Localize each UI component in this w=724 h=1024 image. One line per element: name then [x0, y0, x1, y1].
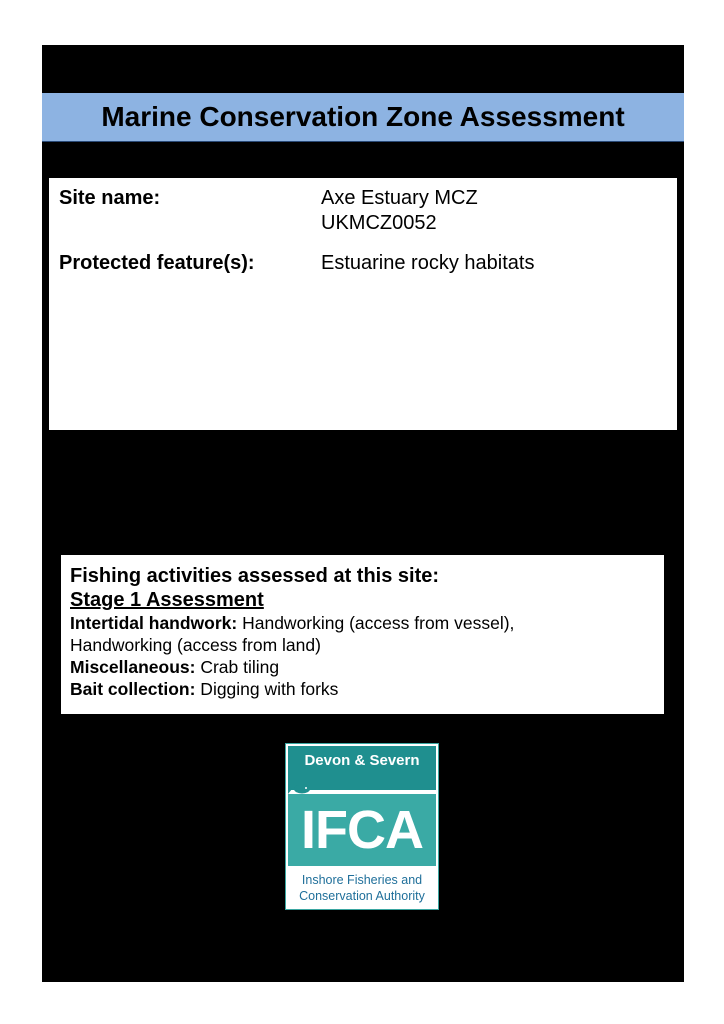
misc-label: Miscellaneous: [70, 657, 196, 677]
intertidal-value: Handworking (access from vessel), [237, 613, 515, 633]
misc-value: Crab tiling [195, 657, 280, 677]
fishing-activities-box [61, 555, 664, 714]
title-band [42, 93, 684, 142]
fishing-heading: Fishing activities assessed at this site: [70, 565, 440, 587]
site-name-line1: Axe Estuary MCZ [321, 187, 478, 209]
logo-subtitle [286, 872, 438, 904]
page-frame [42, 45, 684, 982]
page-title: Marine Conservation Zone Assessment [101, 101, 625, 132]
bait-label: Bait collection: [70, 679, 196, 699]
misc-line [70, 656, 655, 678]
site-code: UKMCZ0052 [321, 212, 437, 234]
logo-subtitle-line1: Inshore Fisheries and [301, 873, 423, 887]
protected-feature-value: Estuarine rocky habitats [321, 252, 535, 274]
stage-heading: Stage 1 Assessment [70, 589, 264, 611]
intertidal-value-2: Handworking (access from land) [70, 635, 321, 655]
logo-org-name: Devon & Severn [288, 746, 436, 790]
site-name-value [321, 186, 478, 236]
ifca-logo [285, 743, 439, 910]
logo-subtitle-line2: Conservation Authority [299, 889, 425, 903]
logo-acronym: IFCA [288, 794, 436, 866]
intertidal-label: Intertidal handwork: [70, 613, 238, 633]
bait-line [70, 678, 655, 700]
protected-feature-label: Protected feature(s): [59, 252, 255, 274]
site-info-box [49, 178, 677, 430]
site-name-label: Site name: [59, 187, 161, 209]
bait-value: Digging with forks [195, 679, 339, 699]
intertidal-line [70, 612, 655, 656]
